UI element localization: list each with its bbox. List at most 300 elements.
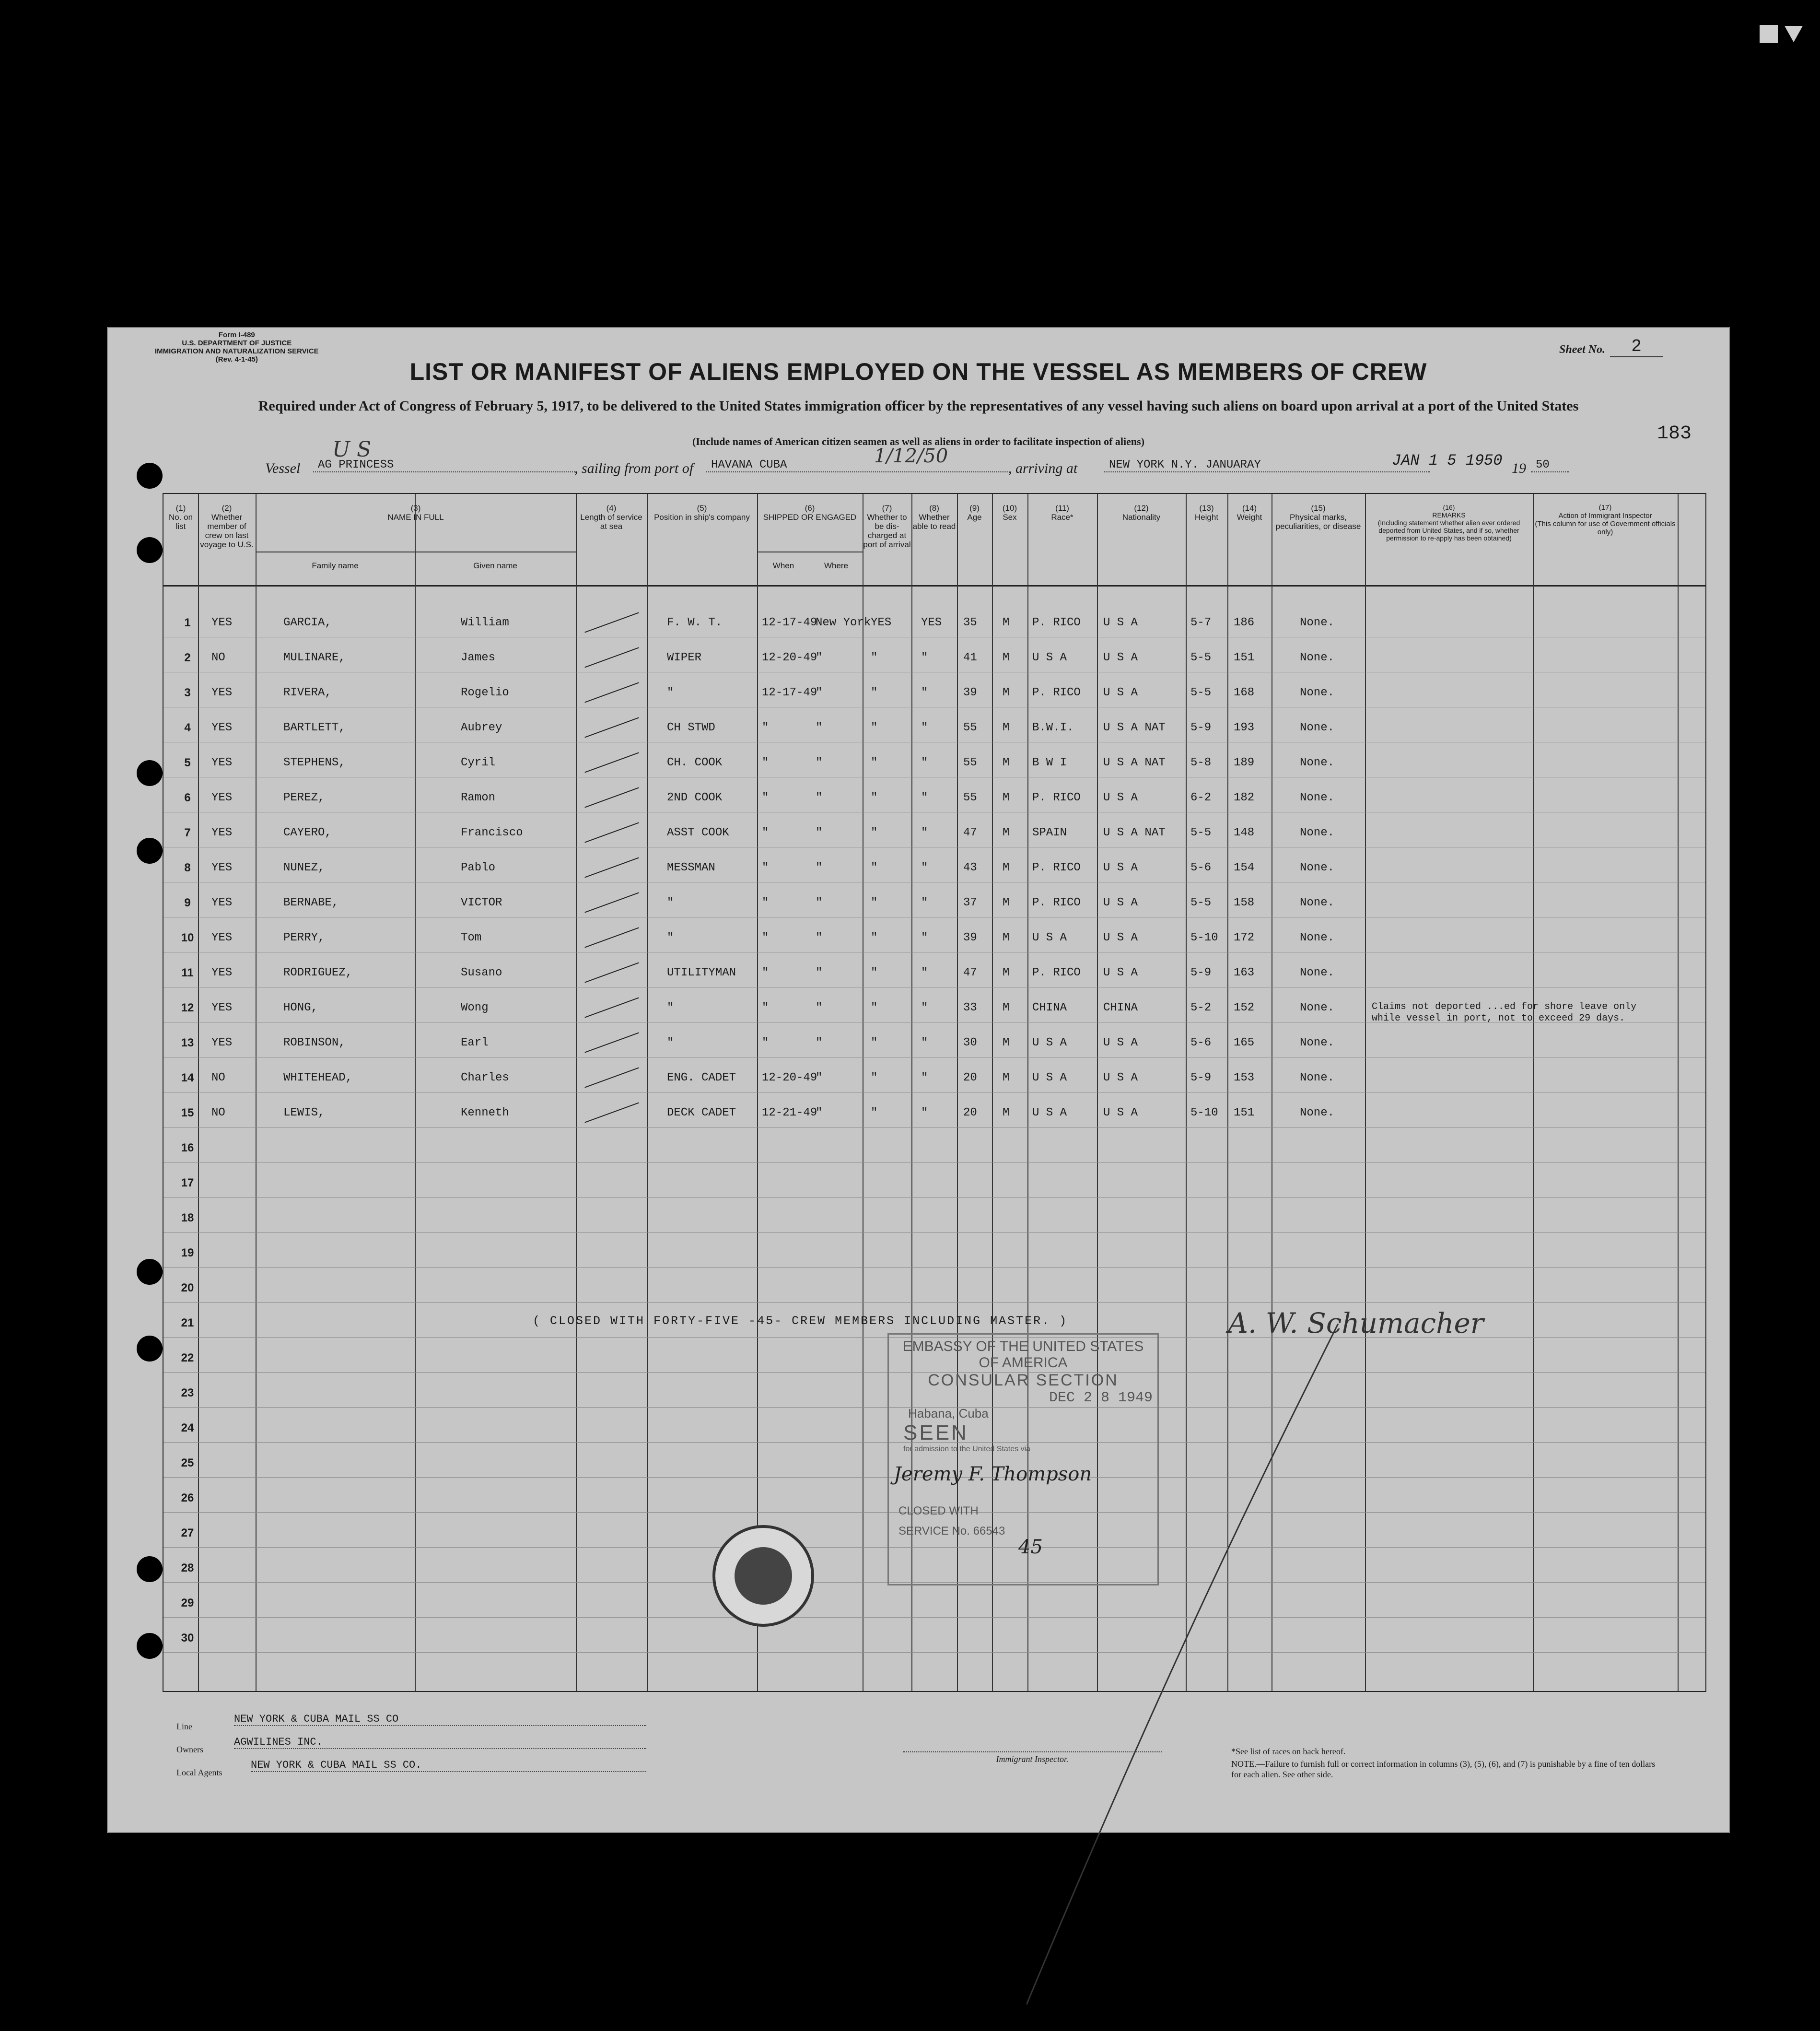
cell-sex: M — [1003, 931, 1010, 944]
cell-race: U S A — [1032, 1071, 1067, 1084]
cell-height: 5-8 — [1190, 756, 1212, 769]
cell-sex: M — [1003, 826, 1010, 839]
header-name: (3) NAME IN FULL — [387, 504, 444, 522]
cell-nat: U S A — [1103, 1106, 1138, 1119]
cell-family: PERRY, — [283, 931, 325, 944]
date-stamp: JAN 1 5 1950 — [1392, 452, 1503, 470]
cell-race: B.W.I. — [1032, 721, 1074, 734]
binder-hole — [137, 1556, 163, 1582]
header-when: When — [772, 561, 794, 570]
cell-race: SPAIN — [1032, 826, 1067, 839]
cell-read: " — [921, 966, 928, 979]
vessel-field: AG PRINCESS — [313, 458, 577, 472]
cell-discharge: " — [871, 826, 878, 839]
cell-age: 41 — [963, 651, 977, 664]
cell-nat: U S A — [1103, 1071, 1138, 1084]
cell-age: 39 — [963, 686, 977, 699]
cell-where: " — [816, 1106, 823, 1119]
cell-last: YES — [211, 721, 233, 734]
cell-nat: U S A — [1103, 1036, 1138, 1049]
cell-last: YES — [211, 616, 233, 629]
cell-discharge: " — [871, 1106, 878, 1119]
header-weight: (14) Weight — [1237, 504, 1262, 522]
owners-value: AGWILINES INC. — [234, 1736, 646, 1749]
cell-discharge: " — [871, 1001, 878, 1014]
row-rule — [163, 1652, 1705, 1653]
cell-weight: 154 — [1234, 861, 1255, 874]
cell-last: YES — [211, 756, 233, 769]
cell-position: DECK CADET — [667, 1106, 736, 1119]
cell-sex: M — [1003, 686, 1010, 699]
cell-sex: M — [1003, 1001, 1010, 1014]
cell-read: " — [921, 1071, 928, 1084]
cell-position: MESSMAN — [667, 861, 715, 874]
cell-where: " — [816, 756, 823, 769]
cell-where: New York — [816, 616, 871, 629]
cell-marks: None. — [1300, 791, 1335, 804]
row-number: 17 — [181, 1176, 194, 1189]
cell-weight: 148 — [1234, 826, 1255, 839]
year-prefix: 19 — [1512, 460, 1526, 476]
cell-when: 12-21-49 — [762, 1106, 817, 1119]
cell-marks: None. — [1300, 686, 1335, 699]
header-no: (1) No. on list — [168, 504, 193, 531]
cell-family: GARCIA, — [283, 616, 332, 629]
owners-label: Owners — [176, 1745, 203, 1754]
cell-given: Pablo — [461, 861, 496, 874]
cell-position: ASST COOK — [667, 826, 729, 839]
cell-age: 55 — [963, 756, 977, 769]
cell-family: WHITEHEAD, — [283, 1071, 353, 1084]
cell-age: 33 — [963, 1001, 977, 1014]
cell-no: 11 — [181, 966, 194, 979]
cell-sex: M — [1003, 966, 1010, 979]
cell-sex: M — [1003, 756, 1010, 769]
cell-marks: None. — [1300, 896, 1335, 909]
cell-race: U S A — [1032, 1036, 1067, 1049]
cell-read: " — [921, 896, 928, 909]
arriving-field: NEW YORK N.Y. JANUARAY — [1104, 458, 1430, 472]
cell-no: 9 — [184, 896, 191, 909]
row-number: 23 — [181, 1386, 194, 1399]
cell-race: P. RICO — [1032, 861, 1081, 874]
cell-last: YES — [211, 1001, 233, 1014]
manifest-sheet — [107, 327, 1730, 1833]
cell-read: " — [921, 1001, 928, 1014]
row-rule — [163, 1302, 1705, 1303]
cell-no: 14 — [181, 1071, 194, 1084]
cell-weight: 172 — [1234, 931, 1255, 944]
cell-height: 5-10 — [1190, 931, 1218, 944]
cell-age: 39 — [963, 931, 977, 944]
cell-height: 5-10 — [1190, 1106, 1218, 1119]
captain-signature: A. W. Schumacher — [1228, 1307, 1484, 1339]
header-marks: (15) Physical marks, peculiarities, or disease — [1275, 504, 1361, 531]
cell-where: " — [816, 1071, 823, 1084]
cell-family: RIVERA, — [283, 686, 332, 699]
cell-where: " — [816, 686, 823, 699]
cell-read: " — [921, 651, 928, 664]
row-number: 21 — [181, 1316, 194, 1329]
form-id: Form I-489 U.S. DEPARTMENT OF JUSTICE IMMIGRATION AND NATURALIZATION SERVICE (Rev. 4-1-45) — [155, 331, 319, 364]
cell-no: 4 — [184, 721, 191, 734]
cell-marks: None. — [1300, 756, 1335, 769]
cell-when: " — [762, 791, 769, 804]
cell-marks: None. — [1300, 1106, 1335, 1119]
row-number: 16 — [181, 1141, 194, 1154]
page-subtitle: Required under Act of Congress of February 5, 1917, to be delivered to the United States immigration officer by the representatives of any vessel having such aliens on board upon arrival at a port of the United States — [258, 398, 1579, 414]
header-remarks: (16) REMARKS (Including statement whether alien ever ordered deported from United States, and if so, whether permission to re-apply has been obtained) — [1377, 504, 1520, 542]
cell-marks: None. — [1300, 1071, 1335, 1084]
cell-marks: None. — [1300, 651, 1335, 664]
cell-age: 35 — [963, 616, 977, 629]
cell-nat: U S A — [1103, 896, 1138, 909]
cell-discharge: YES — [871, 616, 892, 629]
cell-discharge: " — [871, 686, 878, 699]
cell-nat: U S A — [1103, 931, 1138, 944]
header-read: (8) Whether able to read — [912, 504, 956, 531]
agents-value: NEW YORK & CUBA MAIL SS CO. — [251, 1759, 646, 1772]
cell-where: " — [816, 791, 823, 804]
cell-age: 55 — [963, 721, 977, 734]
cell-discharge: " — [871, 651, 878, 664]
inspector-label: Immigrant Inspector. — [903, 1751, 1162, 1764]
cell-age: 43 — [963, 861, 977, 874]
cell-age: 55 — [963, 791, 977, 804]
row-number: 22 — [181, 1351, 194, 1364]
row-number: 18 — [181, 1211, 194, 1224]
cell-last: YES — [211, 896, 233, 909]
cell-given: Cyril — [461, 756, 496, 769]
cell-discharge: " — [871, 756, 878, 769]
binder-hole — [137, 760, 163, 786]
cell-position: CH STWD — [667, 721, 715, 734]
cell-where: " — [816, 931, 823, 944]
cell-discharge: " — [871, 931, 878, 944]
cell-read: " — [921, 721, 928, 734]
cell-race: P. RICO — [1032, 896, 1081, 909]
row-number: 25 — [181, 1456, 194, 1469]
cell-nat: U S A — [1103, 616, 1138, 629]
port-field: HAVANA CUBA — [706, 458, 1008, 472]
cell-age: 20 — [963, 1071, 977, 1084]
cell-weight: 165 — [1234, 1036, 1255, 1049]
cell-no: 2 — [184, 651, 191, 664]
cell-given: Kenneth — [461, 1106, 509, 1119]
cell-discharge: " — [871, 791, 878, 804]
cell-when: 12-20-49 — [762, 651, 817, 664]
cell-last: YES — [211, 1036, 233, 1049]
cell-family: MULINARE, — [283, 651, 346, 664]
cell-height: 5-9 — [1190, 966, 1212, 979]
row-number: 28 — [181, 1561, 194, 1574]
cell-age: 47 — [963, 826, 977, 839]
cell-when: 12-20-49 — [762, 1071, 817, 1084]
cell-race: P. RICO — [1032, 686, 1081, 699]
cell-discharge: " — [871, 1036, 878, 1049]
row-rule — [163, 1617, 1705, 1618]
cell-age: 47 — [963, 966, 977, 979]
cell-sex: M — [1003, 1036, 1010, 1049]
cell-weight: 186 — [1234, 616, 1255, 629]
cell-age: 37 — [963, 896, 977, 909]
cell-weight: 152 — [1234, 1001, 1255, 1014]
cell-remarks: Claims not deported ...ed for shore leave only while vessel in port, not to exceed 29 days. — [1372, 1001, 1637, 1024]
cell-sex: M — [1003, 1106, 1010, 1119]
cell-given: VICTOR — [461, 896, 502, 909]
row-rule — [163, 1232, 1705, 1233]
cell-position: UTILITYMAN — [667, 966, 736, 979]
cell-when: " — [762, 1036, 769, 1049]
cell-marks: None. — [1300, 1001, 1335, 1014]
binder-hole — [137, 1336, 163, 1362]
cell-weight: 158 — [1234, 896, 1255, 909]
viewer-corner-icons — [1760, 25, 1803, 43]
vessel-label: Vessel — [265, 460, 301, 476]
cancel-stroke — [1027, 1324, 1410, 2009]
cell-sex: M — [1003, 861, 1010, 874]
cell-position: " — [667, 896, 674, 909]
cell-position: " — [667, 686, 674, 699]
header-discharge: (7) Whether to be dis-charged at port of arrival — [863, 504, 911, 549]
cell-weight: 182 — [1234, 791, 1255, 804]
row-number: 26 — [181, 1491, 194, 1504]
cell-where: " — [816, 721, 823, 734]
us-handwritten: U S — [332, 437, 372, 462]
crew-table — [163, 493, 1706, 1692]
cell-race: P. RICO — [1032, 966, 1081, 979]
cell-weight: 189 — [1234, 756, 1255, 769]
triangle-down-icon[interactable] — [1785, 26, 1803, 42]
cell-no: 12 — [181, 1001, 194, 1014]
binder-hole — [137, 838, 163, 864]
cell-when: " — [762, 756, 769, 769]
cell-marks: None. — [1300, 826, 1335, 839]
cell-no: 1 — [184, 616, 191, 629]
cell-read: " — [921, 861, 928, 874]
sheet-no-value: 2 — [1610, 337, 1663, 357]
cell-height: 5-5 — [1190, 826, 1212, 839]
cell-discharge: " — [871, 1071, 878, 1084]
cell-family: BARTLETT, — [283, 721, 346, 734]
cell-sex: M — [1003, 651, 1010, 664]
cell-family: STEPHENS, — [283, 756, 346, 769]
cell-last: NO — [211, 651, 225, 664]
header-age: (9) Age — [967, 504, 982, 522]
cell-weight: 151 — [1234, 1106, 1255, 1119]
page-title: LIST OR MANIFEST OF ALIENS EMPLOYED ON THE VESSEL AS MEMBERS OF CREW — [409, 358, 1427, 385]
page-note: (Include names of American citizen seamen as well as aliens in order to facilitate inspection of aliens) — [692, 435, 1145, 447]
cell-discharge: " — [871, 966, 878, 979]
date-handwritten: 1/12/50 — [874, 445, 948, 467]
header-shipped: (6) SHIPPED OR ENGAGED — [763, 504, 857, 522]
cell-read: " — [921, 791, 928, 804]
cell-marks: None. — [1300, 1036, 1335, 1049]
cell-last: YES — [211, 931, 233, 944]
penalty-note: NOTE.—Failure to furnish full or correct information in columns (3), (5), (6), and (7) is punishable by a fine of ten dollars for each alien. See other side. — [1231, 1759, 1656, 1779]
cell-when: " — [762, 896, 769, 909]
cell-height: 5-5 — [1190, 686, 1212, 699]
closing-line: ( CLOSED WITH FORTY-FIVE -45- CREW MEMBERS INCLUDING MASTER. ) — [533, 1314, 1068, 1328]
cell-given: Francisco — [461, 826, 523, 839]
cell-marks: None. — [1300, 966, 1335, 979]
cell-weight: 193 — [1234, 721, 1255, 734]
cell-where: " — [816, 966, 823, 979]
line-value: NEW YORK & CUBA MAIL SS CO — [234, 1713, 646, 1726]
cell-family: BERNABE, — [283, 896, 339, 909]
cell-race: P. RICO — [1032, 791, 1081, 804]
square-icon[interactable] — [1760, 25, 1778, 43]
cell-no: 10 — [181, 931, 194, 944]
cell-given: Tom — [461, 931, 482, 944]
cell-position: WIPER — [667, 651, 702, 664]
immigration-seal — [712, 1525, 814, 1627]
cell-height: 5-9 — [1190, 1071, 1212, 1084]
cell-where: " — [816, 651, 823, 664]
header-race: (11) Race* — [1051, 504, 1073, 522]
cell-family: HONG, — [283, 1001, 318, 1014]
cell-height: 6-2 — [1190, 791, 1212, 804]
cell-nat: U S A NAT — [1103, 721, 1166, 734]
cell-family: PEREZ, — [283, 791, 325, 804]
cell-read: " — [921, 686, 928, 699]
cell-family: NUNEZ, — [283, 861, 325, 874]
cell-given: William — [461, 616, 509, 629]
cell-weight: 151 — [1234, 651, 1255, 664]
binder-hole — [137, 1259, 163, 1285]
year-field: 50 — [1531, 458, 1569, 472]
cell-no: 5 — [184, 756, 191, 769]
cell-last: NO — [211, 1071, 225, 1084]
cell-height: 5-7 — [1190, 616, 1212, 629]
cell-given: Rogelio — [461, 686, 509, 699]
cell-where: " — [816, 896, 823, 909]
cell-sex: M — [1003, 896, 1010, 909]
cell-given: Ramon — [461, 791, 496, 804]
cell-last: YES — [211, 791, 233, 804]
cell-position: ENG. CADET — [667, 1071, 736, 1084]
row-number: 30 — [181, 1632, 194, 1644]
cell-last: NO — [211, 1106, 225, 1119]
header-length: (4) Length of service at sea — [580, 504, 642, 531]
cell-sex: M — [1003, 791, 1010, 804]
cell-when: " — [762, 931, 769, 944]
header-position: (5) Position in ship's company — [654, 504, 750, 522]
cell-race: U S A — [1032, 651, 1067, 664]
cell-nat: U S A — [1103, 791, 1138, 804]
cell-family: ROBINSON, — [283, 1036, 346, 1049]
sailing-label: , sailing from port of — [574, 460, 694, 476]
cell-discharge: " — [871, 861, 878, 874]
cell-last: YES — [211, 966, 233, 979]
cell-height: 5-9 — [1190, 721, 1212, 734]
cell-sex: M — [1003, 616, 1010, 629]
cell-weight: 168 — [1234, 686, 1255, 699]
header-where: Where — [824, 561, 849, 570]
cell-when: " — [762, 861, 769, 874]
binder-hole — [137, 537, 163, 563]
cell-race: B W I — [1032, 756, 1067, 769]
cell-last: YES — [211, 861, 233, 874]
cell-race: CHINA — [1032, 1001, 1067, 1014]
cell-nat: U S A — [1103, 966, 1138, 979]
page-number: 183 — [1657, 423, 1692, 445]
cell-position: " — [667, 1036, 674, 1049]
cell-marks: None. — [1300, 721, 1335, 734]
cell-no: 3 — [184, 686, 191, 699]
header-last-voyage: (2) Whether member of crew on last voyage to U.S. — [200, 504, 254, 549]
cell-when: " — [762, 826, 769, 839]
binder-hole — [137, 463, 163, 489]
cell-discharge: " — [871, 721, 878, 734]
cell-race: U S A — [1032, 1106, 1067, 1119]
cell-given: Susano — [461, 966, 502, 979]
row-number: 19 — [181, 1246, 194, 1259]
cell-race: P. RICO — [1032, 616, 1081, 629]
row-number: 20 — [181, 1281, 194, 1294]
cell-position: CH. COOK — [667, 756, 723, 769]
cell-nat: U S A — [1103, 861, 1138, 874]
cell-where: " — [816, 861, 823, 874]
cell-when: 12-17-49 — [762, 686, 817, 699]
cell-where: " — [816, 1001, 823, 1014]
header-action: (17) Action of Immigrant Inspector (This column for use of Government officials only) — [1535, 504, 1676, 536]
header-nationality: (12) Nationality — [1122, 504, 1161, 522]
header-height: (13) Height — [1194, 504, 1219, 522]
cell-when: " — [762, 721, 769, 734]
cell-position: " — [667, 931, 674, 944]
cell-given: Charles — [461, 1071, 509, 1084]
cell-given: Aubrey — [461, 721, 502, 734]
cell-read: " — [921, 1036, 928, 1049]
cell-nat: U S A NAT — [1103, 826, 1166, 839]
cell-age: 30 — [963, 1036, 977, 1049]
cell-given: Earl — [461, 1036, 489, 1049]
cell-nat: CHINA — [1103, 1001, 1138, 1014]
cell-read: " — [921, 826, 928, 839]
arriving-label: , arriving at — [1008, 460, 1078, 476]
cell-height: 5-5 — [1190, 896, 1212, 909]
cell-nat: U S A — [1103, 651, 1138, 664]
consular-stamp: EMBASSY OF THE UNITED STATES OF AMERICA CONSULAR SECTION DEC 2 8 1949 Habana, Cuba SEEN for admission to the United States via Jeremy F. Thompson CLOSED WITH 45 SERVICE No. 66543 — [887, 1333, 1159, 1585]
row-number: 24 — [181, 1421, 194, 1434]
cell-no: 13 — [181, 1036, 194, 1049]
line-label: Line — [176, 1722, 192, 1731]
cell-nat: U S A — [1103, 686, 1138, 699]
cell-position: F. W. T. — [667, 616, 723, 629]
cell-no: 7 — [184, 826, 191, 839]
cell-read: " — [921, 931, 928, 944]
cell-height: 5-2 — [1190, 1001, 1212, 1014]
cell-position: " — [667, 1001, 674, 1014]
cell-given: James — [461, 651, 496, 664]
cell-family: LEWIS, — [283, 1106, 325, 1119]
cell-last: YES — [211, 686, 233, 699]
cell-given: Wong — [461, 1001, 489, 1014]
cell-weight: 163 — [1234, 966, 1255, 979]
cell-where: " — [816, 1036, 823, 1049]
cell-where: " — [816, 826, 823, 839]
cell-sex: M — [1003, 1071, 1010, 1084]
cell-family: RODRIGUEZ, — [283, 966, 353, 979]
cell-read: " — [921, 756, 928, 769]
cell-age: 20 — [963, 1106, 977, 1119]
row-rule — [163, 1267, 1705, 1268]
agents-label: Local Agents — [176, 1768, 222, 1777]
cell-nat: U S A NAT — [1103, 756, 1166, 769]
cell-no: 6 — [184, 791, 191, 804]
header-sex: (10) Sex — [1002, 504, 1017, 522]
